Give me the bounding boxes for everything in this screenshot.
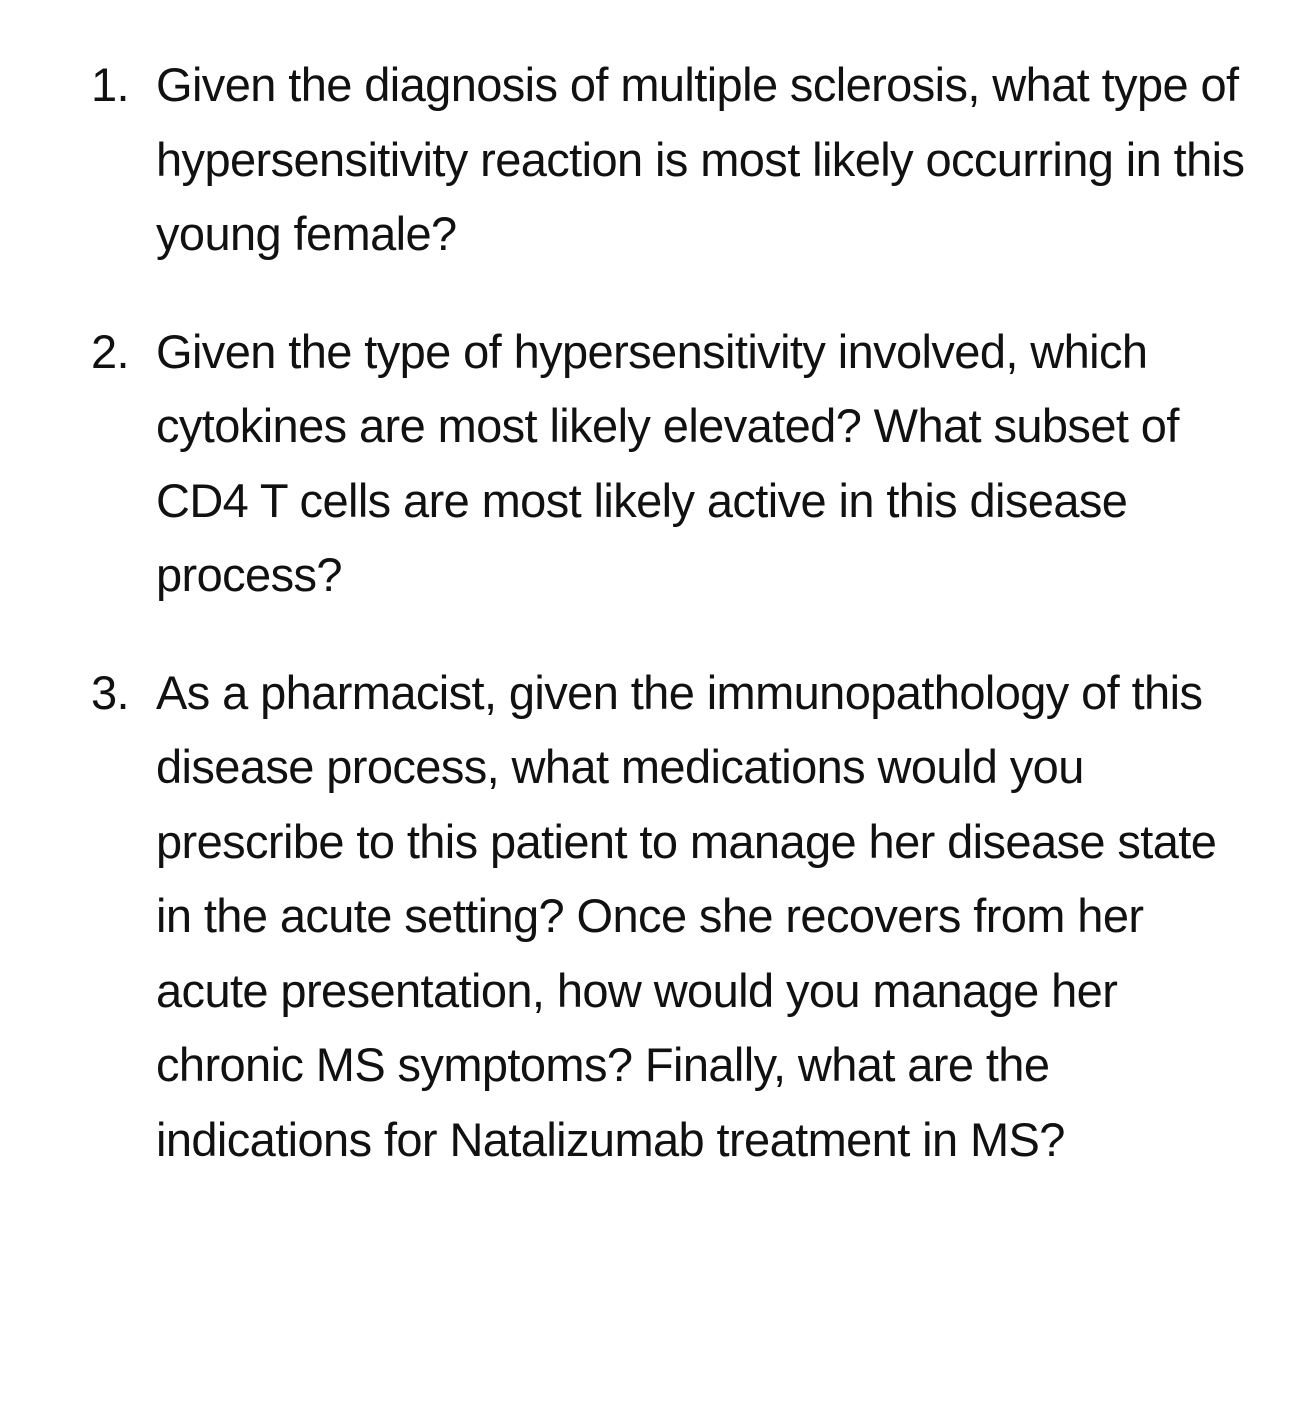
question-item-3 <box>0 656 1290 1178</box>
question-number: 1. <box>91 58 129 111</box>
question-item-1 <box>0 48 1290 272</box>
question-number: 2. <box>91 324 129 378</box>
question-text: As a pharmacist, given the immunopathology of this disease process, what medications would you prescribe to this patient to manage her disease state in the acute setting? Once she recovers from her acute presentation, how would you manage her chronic MS symptoms? Finally, what are the indications for Natalizumab treatment in MS? <box>156 665 1217 1166</box>
question-number: 3. <box>91 665 129 719</box>
question-item-2 <box>0 315 1290 613</box>
question-text: Given the type of hypersensitivity involved, which cytokines are most likely elevated? What subset of CD4 T cells are most likely active in this disease process? <box>156 324 1179 601</box>
question-text: Given the diagnosis of multiple sclerosis, what type of hypersensitivity reaction is most likely occurring in this young female? <box>156 58 1245 260</box>
question-list <box>0 48 1290 1177</box>
